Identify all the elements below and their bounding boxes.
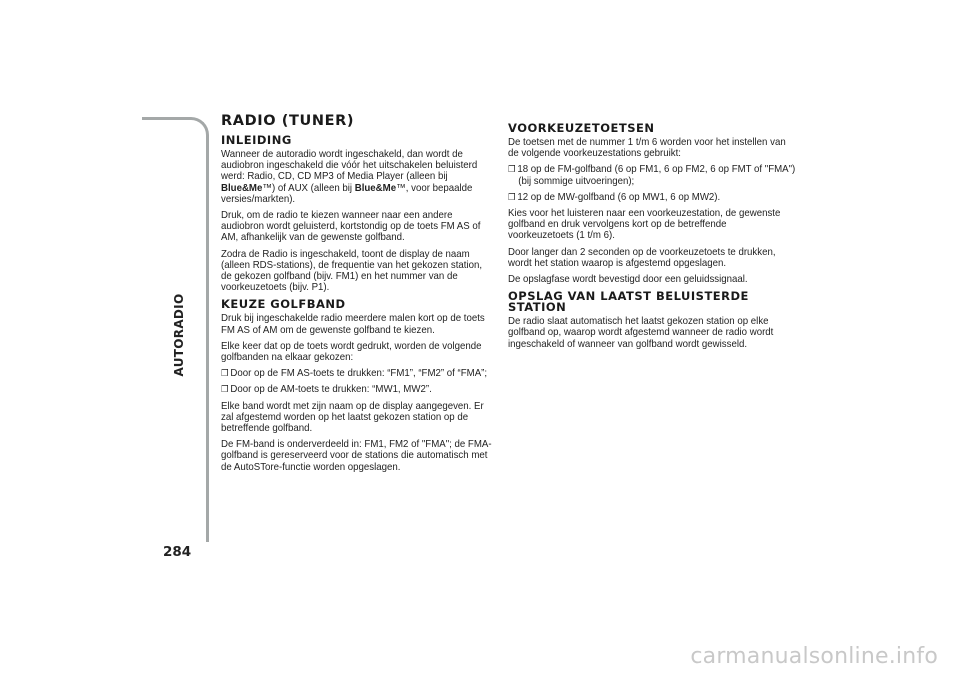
list-item: ❒ Door op de AM-toets te drukken: “MW1, MW2”. (221, 384, 432, 396)
paragraph-band-select: Druk bij ingeschakelde radio meerdere malen kort op de toets FM AS of AM om de gewenste golfband te kiezen. (221, 313, 485, 336)
paragraph-band-sequence: Elke keer dat op de toets wordt gedrukt, worden de volgende golfbanden na elkaar gekozen: (221, 340, 482, 364)
checkbox-bullet-icon: ❒ (221, 368, 229, 379)
list-item: ❒ 12 op de MW-golfband (6 op MW1, 6 op MW2). (508, 191, 721, 203)
section-side-label: AUTORADIO (172, 293, 186, 377)
page-number: 284 (163, 544, 192, 560)
heading-inleiding: INLEIDING (221, 133, 292, 147)
heading-keuze-golfband: KEUZE GOLFBAND (221, 297, 346, 312)
paragraph-fm-band: De FM-band is onderverdeeld in: FM1, FM2 of "FMA"; de FMA-golfband is gereserveerd voor de stations die automatisch met de AutoSTore-functie worden opgeslagen. (221, 439, 492, 473)
list-item: ❒ Door op de FM AS-toets te drukken: “FM1”, “FM2” of “FMA”; (221, 368, 488, 380)
paragraph-band-display: Elke band wordt met zijn naam op de display aangegeven. Er zal afgestemd worden op het laatst gekozen station op de betreffende golfband. (221, 400, 484, 435)
paragraph-store-preset: Door langer dan 2 seconden op de voorkeuzetoets te drukken, wordt het station waarop is afgestemd opgeslagen. (508, 246, 776, 269)
paragraph-display: Zodra de Radio is ingeschakeld, toont de display de naam (alleen RDS-stations), de frequentie van het gekozen station, de gekozen golfband (bijv. FM1) en het nummer van de voorkeuzetoets (bijv. P1). (221, 248, 483, 294)
paragraph-select-radio: Druk, om de radio te kiezen wanneer naar een andere audiobron wordt geluisterd, kortstondig op de toets FM AS of AM, afhankelijk van de gewenste golfband. (221, 210, 481, 244)
paragraph-intro: Wanneer de autoradio wordt ingeschakeld, dan wordt de audiobron ingeschakeld die vóór het uitschakelen beluisterd werd: Radio, CD, CD MP3 of Media Player (alleen bij Blue&Me™) of AUX (alleen bij Blue&Me™, voor bepaalde versies/markten). (221, 149, 478, 205)
paragraph-confirm-signal: De opslagfase wordt bevestigd door een geluidssignaal. (508, 274, 748, 286)
list-item: ❒ 18 op de FM-golfband (6 op FM1, 6 op FM2, 6 op FMT of "FMA") (bij sommige uitvoeringen); (508, 164, 796, 187)
checkbox-bullet-icon: ❒ (508, 164, 516, 175)
right-column (508, 113, 796, 355)
checkbox-bullet-icon: ❒ (221, 384, 229, 395)
rail-divider (206, 532, 209, 542)
paragraph-last-station: De radio slaat automatisch het laatst gekozen station op elke golfband op, waarop wordt afgestemd wanneer de radio wordt ingeschakeld of wanneer van golfband wordt gewisseld. (508, 316, 774, 350)
checkbox-bullet-icon: ❒ (508, 191, 516, 202)
watermark-text: carmanualsonline.info (690, 644, 938, 669)
page-title: RADIO (TUNER) (221, 113, 355, 129)
paragraph-preset-keys: De toetsen met de nummer 1 t/m 6 worden voor het instellen van de volgende voorkeuzestations gebruikt: (508, 137, 786, 160)
left-column (221, 113, 493, 478)
paragraph-listen-preset: Kies voor het luisteren naar een voorkeuzestation, de gewenste golfband en druk vervolgens kort op de betreffende voorkeuzetoets (1 t/m 6). (508, 208, 781, 242)
heading-voorkeuzetoetsen: VOORKEUZETOETSEN (508, 121, 655, 135)
heading-opslag: OPSLAG VAN LAATST BELUISTERDE STATION (508, 289, 749, 315)
